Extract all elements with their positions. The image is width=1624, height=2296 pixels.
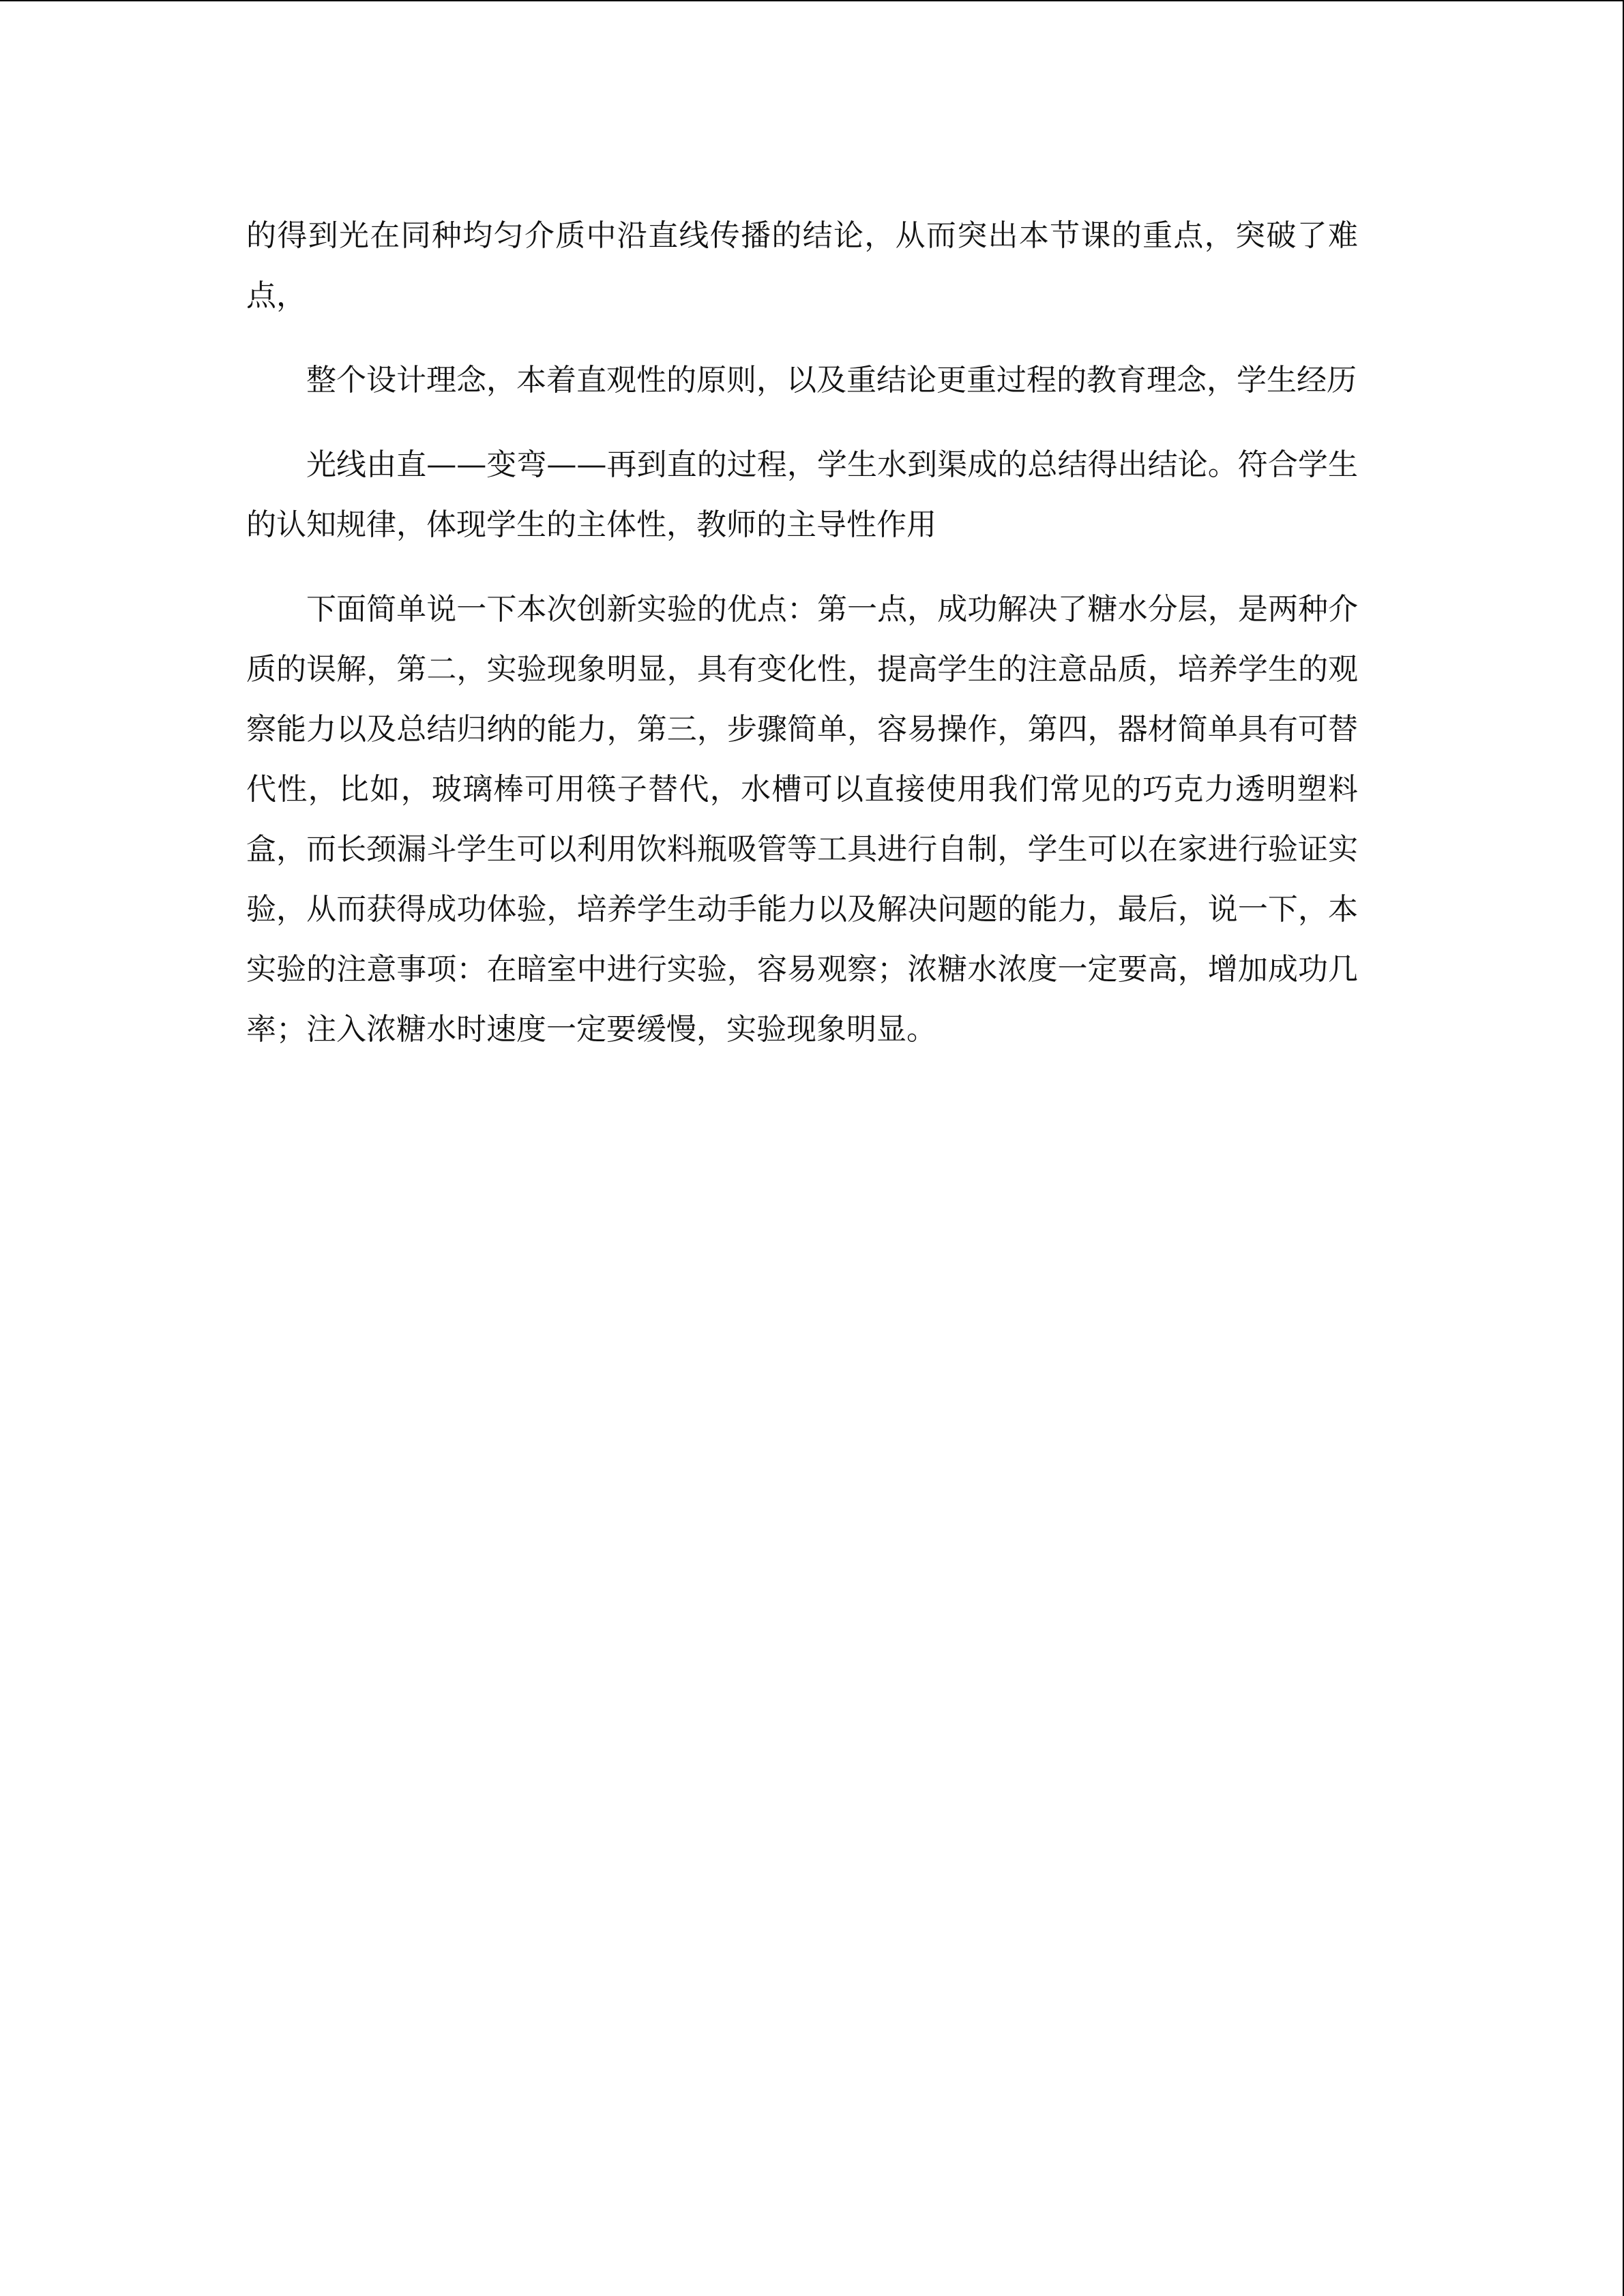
paragraph-design-concept: 整个设计理念，本着直观性的原则，以及重结论更重过程的教育理念，学生经历: [306, 363, 1357, 398]
paragraph-conclusion-continued: 的得到光在同种均匀介质中沿直线传播的结论，从而突出本节课的重点，突破了难点，: [246, 218, 1358, 313]
document-body: [246, 206, 1358, 1084]
paragraph-experiment-advantages: 下面简单说一下本次创新实验的优点：第一点，成功解决了糖水分层，是两种介质的误解，第二，实验现象明显，具有变化性，提高学生的注意品质，培养学生的观察能力以及总结归纳的能力，第三，步骤简单，容易操作，第四，器材简单具有可替代性，比如，玻璃棒可用筷子替代，水槽可以直接使用我们常见的巧克力透明塑料盒，而长颈漏斗学生可以利用饮料瓶吸管等工具进行自制，学生可以在家进行验证实验，从而获得成功体验，培养学生动手能力以及解决问题的能力，最后，说一下，本实验的注意事项：在暗室中进行实验，容易观察；浓糖水浓度一定要高，增加成功几率；注入浓糖水时速度一定要缓慢，实验现象明显。: [246, 592, 1358, 1047]
paragraph-light-path-process: 光线由直——变弯——再到直的过程，学生水到渠成的总结得出结论。符合学生的认知规律，体现学生的主体性，教师的主导性作用: [246, 447, 1358, 542]
